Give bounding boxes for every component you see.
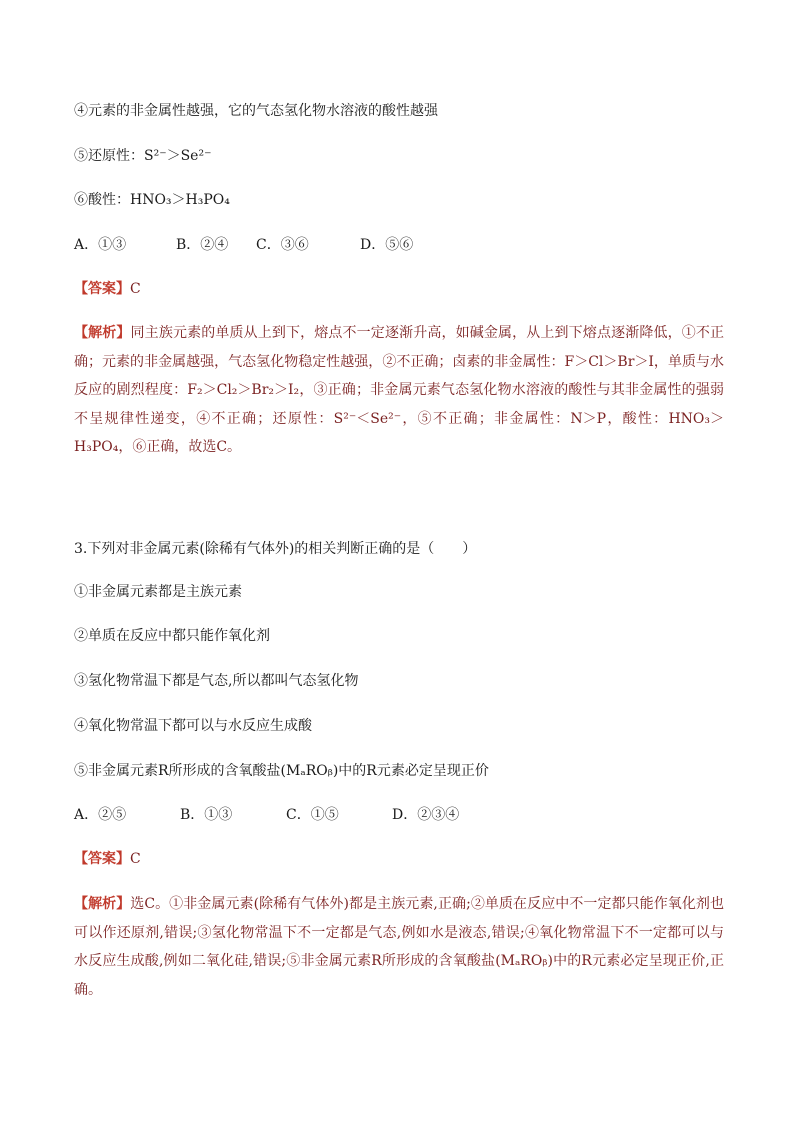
q2-option-d: D．⑤⑥ xyxy=(360,237,414,253)
q2-analysis-label: 【解析】 xyxy=(74,325,131,341)
q2-options xyxy=(74,235,574,255)
q3-option-a: A．②⑤ xyxy=(74,807,127,823)
q3-answer-label: 【答案】 xyxy=(74,851,130,867)
q2-option-b: B．②④ xyxy=(176,237,229,253)
q3-item-2: ②单质在反应中都只能作氧化剂 xyxy=(74,628,270,644)
q2-option-a: A．①③ xyxy=(74,237,127,253)
q2-item-6: ⑥酸性：HNO₃＞H₃PO₄ xyxy=(74,192,230,208)
q3-analysis-label: 【解析】 xyxy=(74,896,131,912)
q3-option-c: C．①⑤ xyxy=(286,807,339,823)
q2-analysis xyxy=(74,319,724,462)
q3-analysis-text: 选C。①非金属元素(除稀有气体外)都是主族元素,正确;②单质在反应中不一定都只能作氧化剂也可以作还原剂,错误;③氢化物常温下不一定都是气态,例如水是液态,错误;④氧化物常温下不一定都可以与水反应生成酸,例如二氧化硅,错误;⑤非金属元素R所形成的含氧酸盐(MₐROᵦ)中的R元素必定呈现正价,正确。 xyxy=(74,896,724,998)
q2-option-c: C．③⑥ xyxy=(256,237,309,253)
q3-option-d: D．②③④ xyxy=(392,807,460,823)
q3-options xyxy=(74,805,574,825)
q2-analysis-text: 同主族元素的单质从上到下，熔点不一定逐渐升高，如碱金属，从上到下熔点逐渐降低，①不正确；元素的非金属越强，气态氢化物稳定性越强，②不正确；卤素的非金属性：F＞Cl＞Br＞I，单质与水反应的剧烈程度：F₂＞Cl₂＞Br₂＞I₂，③正确；非金属元素气态氢化物水溶液的酸性与其非金属性的强弱不呈规律性递变，④不正确；还原性：S²⁻＜Se²⁻，⑤不正确；非金属性：N＞P，酸性：HNO₃＞H₃PO₄，⑥正确，故选C。 xyxy=(74,325,725,455)
q3-item-3: ③氢化物常温下都是气态,所以都叫气态氢化物 xyxy=(74,673,359,689)
q3-stem: 3.下列对非金属元素(除稀有气体外)的相关判断正确的是（ ） xyxy=(74,541,477,557)
q2-answer xyxy=(74,279,141,299)
q3-item-1: ①非金属元素都是主族元素 xyxy=(74,584,242,600)
q3-option-b: B．①③ xyxy=(180,807,233,823)
q3-item-5: ⑤非金属元素R所形成的含氧酸盐(MₐROᵦ)中的R元素必定呈现正价 xyxy=(74,763,489,779)
q3-answer-value: C xyxy=(130,851,141,867)
q3-analysis xyxy=(74,890,724,1004)
q2-item-4: ④元素的非金属性越强，它的气态氢化物水溶液的酸性越强 xyxy=(74,103,438,119)
q3-answer xyxy=(74,849,141,869)
q2-answer-value: C xyxy=(130,281,141,297)
q3-item-4: ④氧化物常温下都可以与水反应生成酸 xyxy=(74,718,312,734)
q2-item-5: ⑤还原性：S²⁻＞Se²⁻ xyxy=(74,148,212,164)
q2-answer-label: 【答案】 xyxy=(74,281,130,297)
